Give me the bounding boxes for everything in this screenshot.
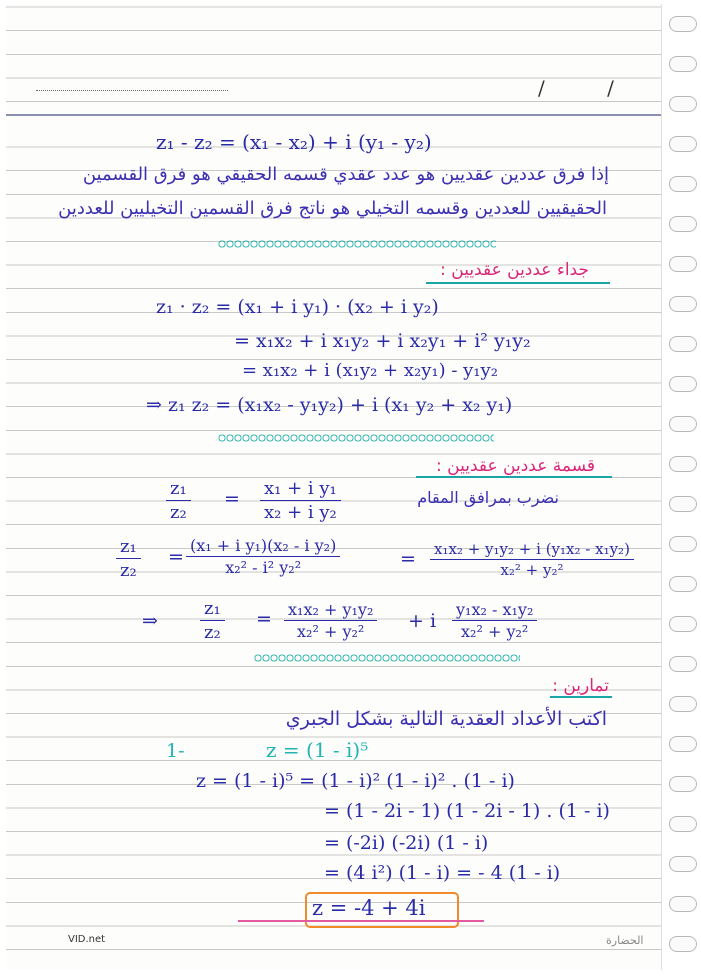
multiplication-step-3: = x₁x₂ + i (x₁y₂ + x₂y₁) - y₁y₂ [242, 360, 498, 381]
date-marks: / / [538, 76, 642, 100]
division-note: نضرب بمرافق المقام [417, 488, 559, 507]
spiral-ring [669, 896, 697, 912]
equals-sign: = [256, 608, 272, 630]
fraction-denominator: z₂ [120, 560, 137, 581]
exercise-problem: z = (1 - i)⁵ [266, 738, 369, 762]
spiral-ring [669, 336, 697, 352]
spiral-ring [669, 616, 697, 632]
section-divider-wave [218, 240, 496, 248]
multiplication-step-2: = x₁x₂ + i x₁y₂ + i x₂y₁ + i² y₁y₂ [234, 330, 531, 352]
header-dotted-line [36, 90, 228, 91]
exercises-heading: تمارين : [552, 676, 609, 696]
fraction-numerator: z₁ [116, 536, 141, 559]
spiral-ring [669, 256, 697, 272]
fraction-numerator: z₁ [200, 598, 225, 621]
multiplication-heading: جداء عددين عقديين : [440, 260, 589, 280]
section-divider-wave [254, 654, 520, 662]
footer-watermark-right: الحضارة [606, 934, 644, 947]
spiral-ring [669, 656, 697, 672]
division-result-real [284, 600, 377, 641]
fraction-denominator: z₂ [204, 622, 221, 643]
equals-sign: = [400, 548, 416, 570]
subtraction-explanation-2: الحقيقيين للعددين وقسمه التخيلي هو ناتج فرق القسمين التخيليين للعددين [58, 198, 607, 219]
final-answer: z = -4 + 4i [312, 896, 426, 920]
division-lhs-fraction-3 [200, 598, 225, 643]
fraction-denominator: x₂ + i y₂ [264, 502, 337, 523]
answer-underline [238, 920, 484, 922]
exercise-instruction: اكتب الأعداد العقدية التالية بشكل الجبري [285, 708, 607, 730]
fraction-numerator: x₁x₂ + y₁y₂ + i (y₁x₂ - x₁y₂) [430, 540, 634, 560]
fraction-numerator: (x₁ + i y₁)(x₂ - i y₂) [186, 536, 340, 557]
fraction-numerator: x₁ + i y₁ [260, 478, 341, 501]
division-heading: قسمة عددين عقديين : [436, 456, 595, 476]
spiral-ring [669, 176, 697, 192]
exercise-number: 1- [166, 740, 185, 762]
spiral-ring [669, 416, 697, 432]
multiplication-heading-underline [426, 282, 610, 284]
subtraction-formula: z₁ - z₂ = (x₁ - x₂) + i (y₁ - y₂) [156, 130, 432, 154]
fraction-denominator: x₂² - i² y₂² [225, 558, 302, 577]
spiral-ring [669, 376, 697, 392]
solution-step-2: = (1 - 2i - 1) (1 - 2i - 1) . (1 - i) [324, 800, 610, 822]
equals-sign: = [168, 546, 184, 568]
fraction-denominator: x₂² + y₂² [297, 622, 365, 641]
spiral-ring [669, 296, 697, 312]
multiplication-step-1: z₁ · z₂ = (x₁ + i y₁) · (x₂ + i y₂) [156, 296, 439, 318]
section-divider-wave [218, 434, 494, 442]
division-fraction-2 [186, 536, 340, 577]
fraction-denominator: z₂ [170, 502, 187, 523]
spiral-ring [669, 696, 697, 712]
fraction-denominator: x₂² + y₂² [500, 561, 564, 579]
spiral-ring [669, 536, 697, 552]
division-fraction-1 [260, 478, 341, 523]
division-result-imag [452, 600, 537, 641]
spiral-ring [669, 216, 697, 232]
spiral-ring [669, 496, 697, 512]
fraction-numerator: x₁x₂ + y₁y₂ [284, 600, 377, 621]
spiral-ring [669, 16, 697, 32]
spiral-ring [669, 776, 697, 792]
fraction-denominator: x₂² + y₂² [461, 622, 529, 641]
division-fraction-3 [430, 540, 634, 579]
solution-step-3: = (-2i) (-2i) (1 - i) [324, 832, 489, 854]
division-heading-underline [416, 476, 612, 478]
multiplication-result: ⇒ z₁ z₂ = (x₁x₂ - y₁y₂) + i (x₁ y₂ + x₂ y₁) [146, 394, 513, 416]
fraction-numerator: y₁x₂ - x₁y₂ [452, 600, 537, 621]
spiral-ring [669, 856, 697, 872]
spiral-ring [669, 56, 697, 72]
division-lhs-fraction-2 [116, 536, 141, 581]
notebook-spiral [665, 4, 699, 970]
exercises-heading-underline [550, 696, 612, 698]
spiral-ring [669, 456, 697, 472]
top-rule [6, 114, 661, 116]
spiral-ring [669, 136, 697, 152]
subtraction-explanation-1: إذا فرق عددين عقديين هو عدد عقدي قسمه الحقيقي هو فرق القسمين [82, 164, 609, 185]
division-lhs-fraction [166, 478, 191, 523]
implies-arrow: ⇒ [142, 610, 158, 632]
equals-sign: = [224, 488, 240, 510]
fraction-numerator: z₁ [166, 478, 191, 501]
spiral-ring [669, 576, 697, 592]
notebook-page [6, 4, 662, 970]
plus-i: + i [408, 610, 437, 632]
solution-step-4: = (4 i²) (1 - i) = - 4 (1 - i) [324, 862, 561, 884]
spiral-ring [669, 96, 697, 112]
spiral-ring [669, 816, 697, 832]
spiral-ring [669, 736, 697, 752]
solution-step-1: z = (1 - i)⁵ = (1 - i)² (1 - i)² . (1 - i) [196, 770, 515, 792]
spiral-ring [669, 936, 697, 952]
footer-watermark-left: VID.net [68, 934, 106, 945]
